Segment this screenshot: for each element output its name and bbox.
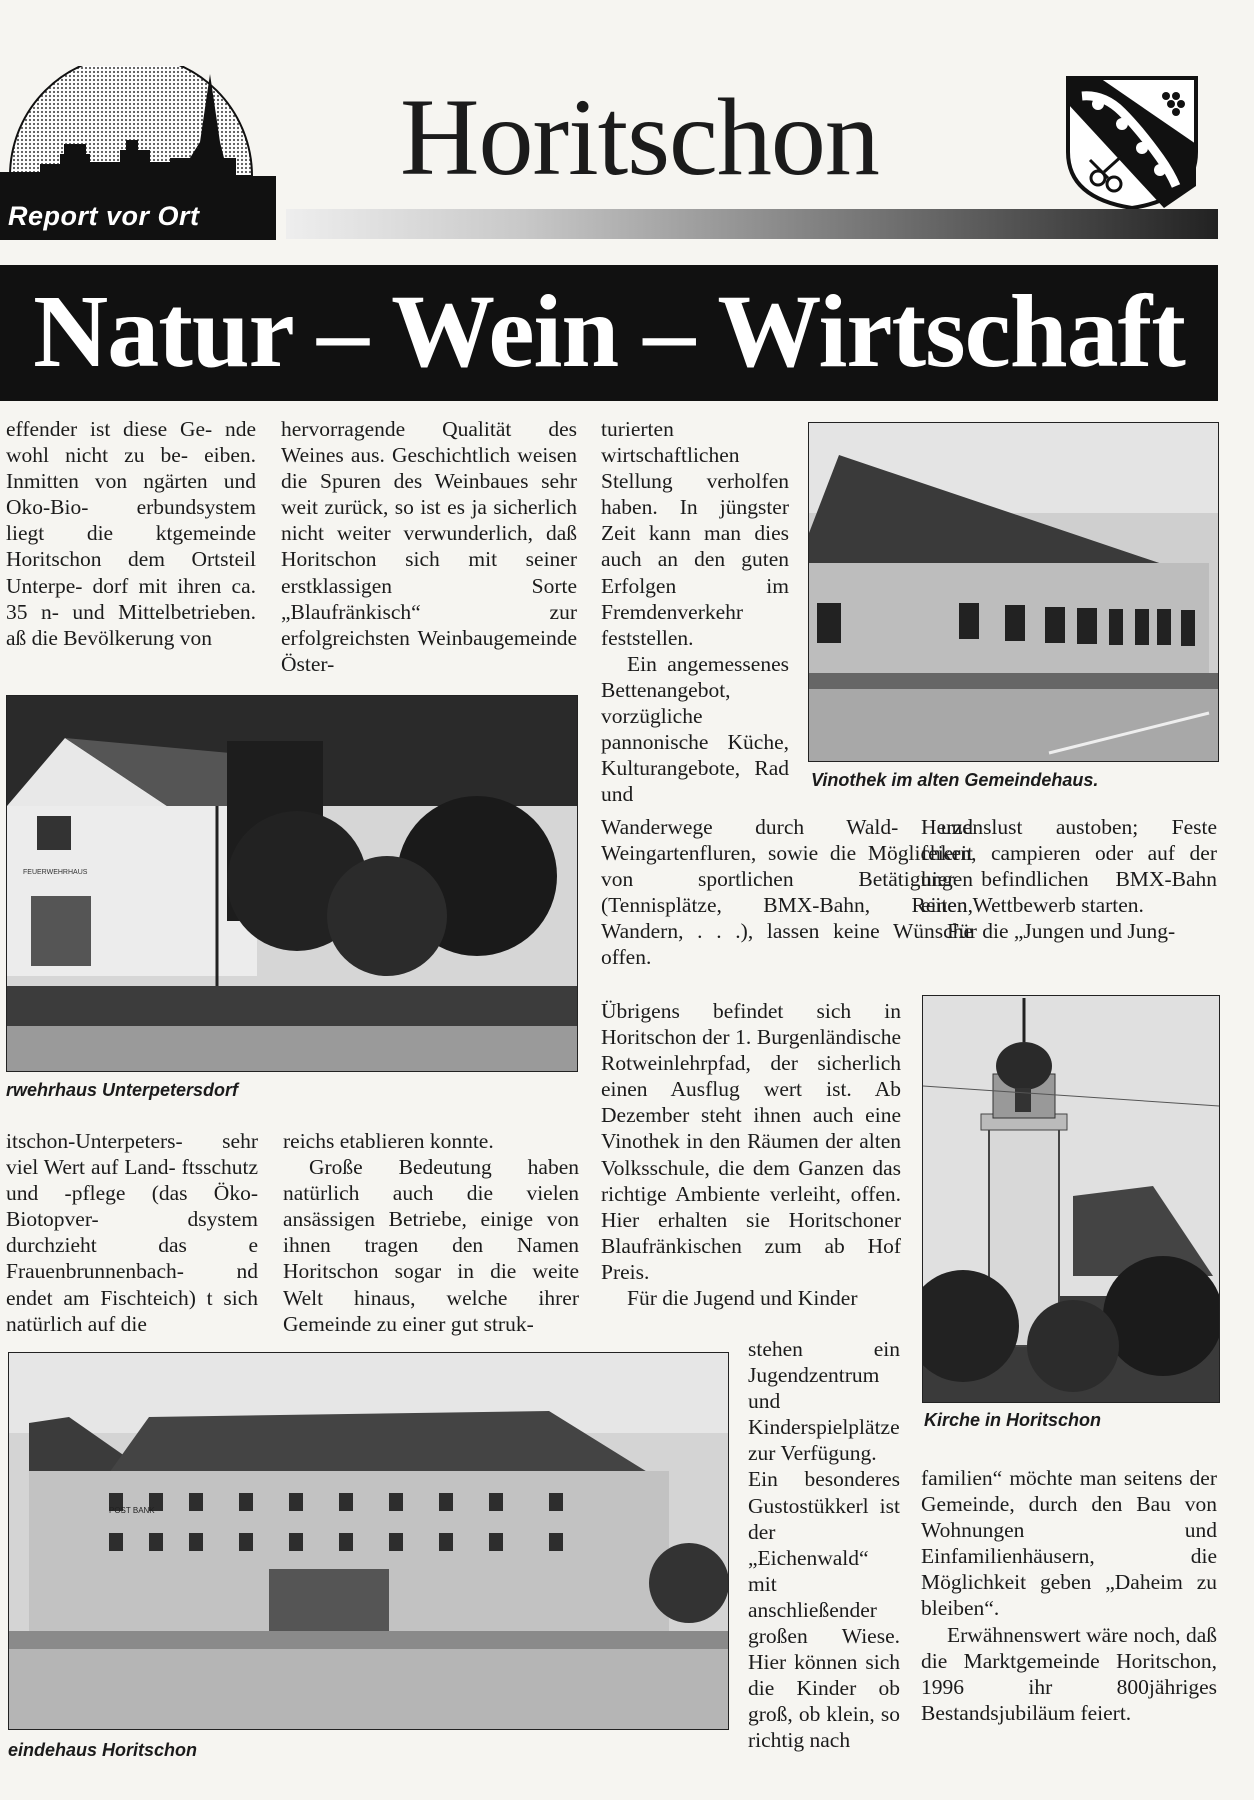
paragraph: effender ist diese Ge- nde wohl nicht zu be- eiben. Inmitten von ngärten und Oko-Bio- erbundsystem liegt die ktgemeinde Horitschon dem Ortsteil Unterpe- dorf mit ihren ca. 35 n- und Mittelbetrieben. aß die Bevölkerung von bbox=[6, 417, 256, 650]
section-label: Report vor Ort bbox=[8, 201, 200, 231]
column-3-lower bbox=[601, 998, 901, 1318]
paragraph: Erwähnenswert wäre noch, daß die Marktgemeinde Horitschon, 1996 ihr 800jähriges Bestandsjubiläum feiert. bbox=[921, 1622, 1217, 1725]
paragraph: familien“ möchte man seitens der Gemeinde, durch den Bau von Wohnungen und Einfamilienhäusern, die Möglichkeit geben „Daheim zu bleiben“. bbox=[921, 1466, 1217, 1621]
paragraph: hervorragende Qualität des Weines aus. Geschichtlich weisen die Spuren des Weinbaues sehr weit zurück, so ist es ja sicherlich nicht weiter verwunderlich, daß Horitschon sich mit seiner erstklassigen Sorte „Blaufränkisch“ zur erfolgreichsten Weinbaugemeinde Öster- bbox=[281, 417, 577, 676]
column-2-top bbox=[281, 416, 577, 686]
gemeindehaus-sign: POST BANK bbox=[109, 1506, 155, 1515]
paragraph: reichs etablieren konnte. bbox=[283, 1129, 494, 1153]
town-title: Horitschon bbox=[400, 76, 879, 198]
feuerwehr-sign: FEUERWEHRHAUS bbox=[23, 869, 88, 876]
column-1-middle bbox=[6, 1128, 258, 1338]
column-4-middle bbox=[921, 814, 1217, 984]
paragraph: Übrigens befindet sich in Horitschon der 1. Burgenländische Rotweinlehrpfad, der sicherlich einen Ausflug wert ist. Ab Dezember steht ihnen auch eine Vinothek in den Räumen der alten Volksschule, die dem Ganzen das richtige Ambiente verleiht, offen. Hier erhalten sie Horitschoner Blaufränkischen zum ab Hof Preis. bbox=[601, 999, 901, 1284]
caption-gemeindehaus: eindehaus Horitschon bbox=[8, 1740, 198, 1760]
paragraph: Große Bedeutung haben natürlich auch die vielen ansässigen Betriebe, einige von ihnen tragen den Namen Horitschon sogar in die weite Welt hinaus, welche ihrer Gemeinde zu einer gut struk- bbox=[283, 1155, 579, 1336]
column-4-bottom bbox=[921, 1465, 1217, 1777]
paragraph: Für die Jugend und Kinder bbox=[627, 1286, 858, 1311]
title-rule bbox=[286, 209, 1218, 239]
paragraph: Ein besonderes Gustostükkerl ist der „Eichenwald“ mit anschließender großen Wiese. Hier können sich die Kinder ob groß, ob klein, so richtig nach bbox=[748, 1467, 900, 1753]
paragraph: Ein angemessenes Bettenangebot, vorzügliche pannonische Küche, Kulturangebote, Rad und bbox=[601, 651, 789, 807]
column-2-middle bbox=[283, 1128, 579, 1338]
column-3-top bbox=[601, 416, 789, 814]
photo-gemeindehaus bbox=[8, 1352, 729, 1730]
column-3-bottom bbox=[748, 1336, 900, 1778]
caption-vinothek: Vinothek im alten Gemeindehaus. bbox=[811, 770, 1099, 790]
photo-feuerwehrhaus bbox=[6, 695, 578, 1072]
caption-feuerwehrhaus: rwehrhaus Unterpetersdorf bbox=[6, 1080, 239, 1100]
photo-kirche bbox=[922, 995, 1220, 1403]
photo-vinothek bbox=[808, 422, 1219, 762]
caption-kirche: Kirche in Horitschon bbox=[924, 1410, 1102, 1430]
paragraph: turierten wirtschaftlichen Stellung verholfen haben. In jüngster Zeit kann man dies auch an den guten Erfolgen im Fremdenverkehr feststellen. bbox=[601, 417, 789, 650]
paragraph: itschon-Unterpeters- sehr viel Wert auf Land- ftsschutz und -pflege (das Öko-Biotopver- dsystem durchzieht das e Frauenbrunnenbach- nd endet am Fischteich) t sich natürlich auf die bbox=[6, 1129, 258, 1336]
headline: Natur – Wein – Wirtschaft bbox=[33, 274, 1185, 389]
column-3-middle bbox=[601, 814, 973, 998]
coat-of-arms-icon bbox=[1064, 74, 1200, 212]
paragraph: Für die „Jungen und Jung- bbox=[947, 919, 1176, 944]
paragraph: stehen ein Jugendzentrum und Kinderspielplätze zur Verfügung. bbox=[748, 1337, 900, 1466]
paragraph: Herzenslust austoben; Feste feiern, campieren oder auf der hier befindlichen BMX-Bahn einen Wettbewerb starten. bbox=[921, 815, 1217, 918]
column-1-top bbox=[6, 416, 256, 686]
paragraph: Wanderwege durch Wald- und Weingartenfluren, sowie die Möglichkeit von sportlichen Betätigungen (Tennisplätze, BMX-Bahn, Reiten, Wandern, . . .), lassen keine Wünsche offen. bbox=[601, 815, 973, 970]
